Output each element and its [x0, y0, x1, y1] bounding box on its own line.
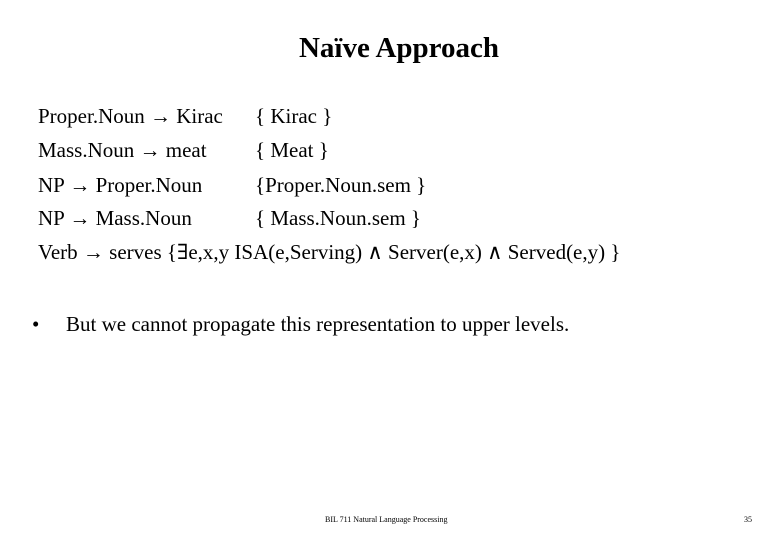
rule-semantics: {Proper.Noun.sem }	[255, 173, 427, 197]
rule-full: Verb → serves {∃e,x,y ISA(e,Serving) ∧ Server(e,x) ∧ Served(e,y) }	[38, 240, 621, 264]
rule-semantics: { Mass.Noun.sem }	[255, 206, 421, 230]
bullet-symbol: •	[32, 312, 40, 336]
rule-semantics: { Kirac }	[255, 104, 333, 128]
rule-lhs: Proper.Noun → Kirac	[38, 104, 223, 128]
rule-lhs: NP → Proper.Noun	[38, 173, 203, 197]
rule-semantics: { Meat }	[255, 138, 329, 162]
rule-lhs: NP → Mass.Noun	[38, 206, 192, 230]
footer-course-title: BIL 711 Natural Language Processing	[325, 515, 448, 524]
bullet-text: But we cannot propagate this representation to upper levels.	[66, 312, 570, 336]
page-number: 35	[744, 515, 752, 524]
bullet-point	[32, 312, 569, 337]
slide-title: Naïve Approach	[298, 32, 500, 64]
rule-lhs: Mass.Noun → meat	[38, 138, 207, 162]
